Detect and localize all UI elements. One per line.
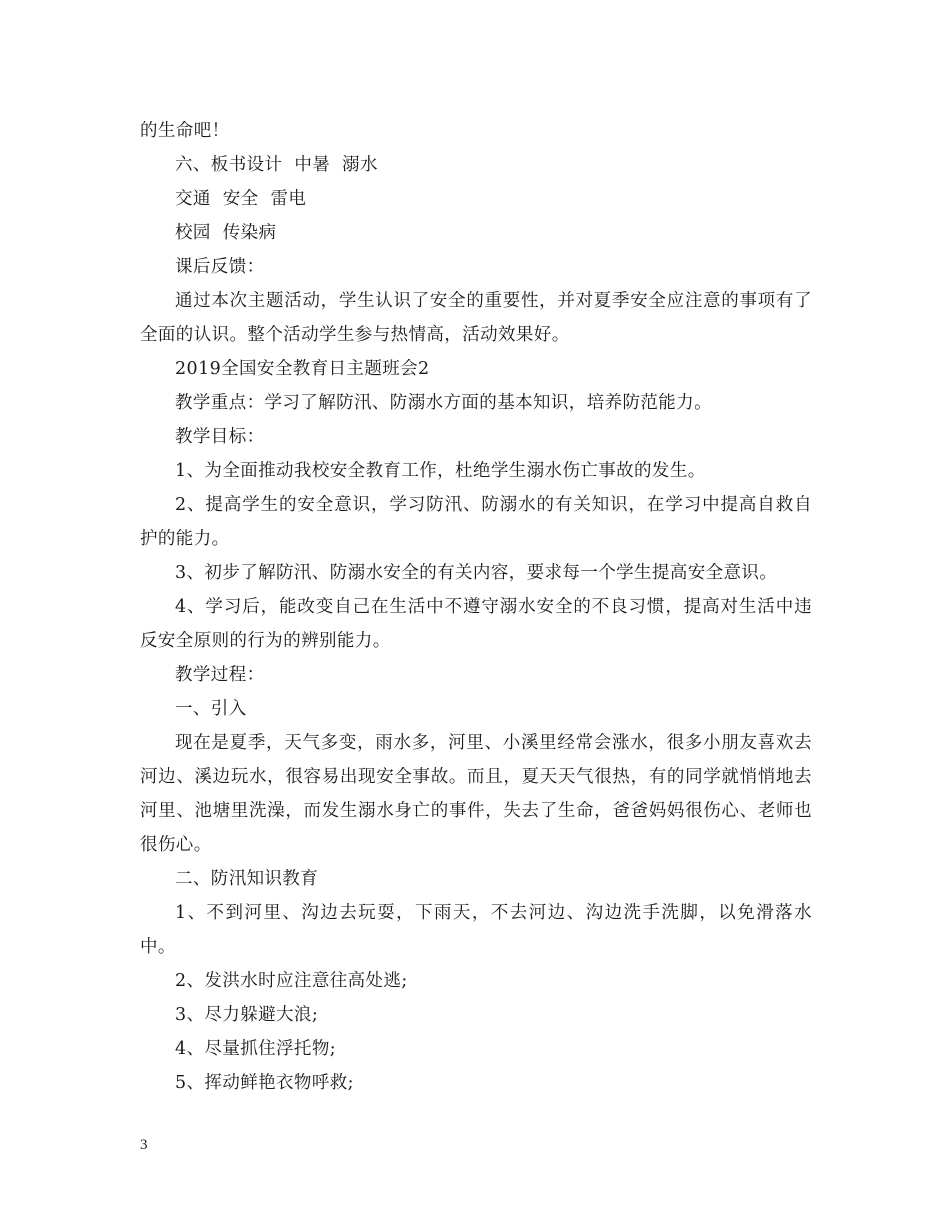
paragraph: 通过本次主题活动，学生认识了安全的重要性，并对夏季安全应注意的事项有了全面的认识。整个活动学生参与热情高，活动效果好。	[140, 291, 812, 345]
paragraph: 交通 安全 雷电	[175, 189, 307, 209]
list-item: 2、提高学生的安全意识，学习防汛、防溺水的有关知识，在学习中提高自救自护的能力。	[140, 495, 812, 549]
list-item: 1、不到河里、沟边去玩耍，下雨天，不去河边、沟边洗手洗脚，以免滑落水中。	[140, 903, 812, 957]
paragraph: 教学过程：	[175, 665, 265, 685]
paragraph: 教学目标：	[175, 427, 265, 447]
paragraph: 的生命吧！	[140, 121, 230, 141]
paragraph: 六、板书设计 中暑 溺水	[175, 155, 378, 175]
list-item: 1、为全面推动我校安全教育工作，杜绝学生溺水伤亡事故的发生。	[175, 461, 706, 481]
list-item: 2、发洪水时应注意往高处逃;	[175, 971, 408, 991]
page-number: 3	[140, 1137, 148, 1153]
document-body	[140, 114, 812, 1100]
section-title: 2019全国安全教育日主题班会2	[175, 359, 430, 379]
paragraph: 课后反馈：	[175, 257, 265, 277]
list-item: 5、挥动鲜艳衣物呼救;	[175, 1073, 354, 1093]
paragraph: 二、防汛知识教育	[175, 869, 319, 889]
list-item: 3、初步了解防汛、防溺水安全的有关内容，要求每一个学生提高安全意识。	[175, 563, 778, 583]
list-item: 3、尽力躲避大浪;	[175, 1005, 319, 1025]
paragraph: 一、引入	[175, 699, 247, 719]
paragraph: 现在是夏季，天气多变，雨水多，河里、小溪里经常会涨水，很多小朋友喜欢去河边、溪边玩水，很容易出现安全事故。而且，夏天天气很热，有的同学就悄悄地去河里、池塘里洗澡，而发生溺水身亡的事件，失去了生命，爸爸妈妈很伤心、老师也很伤心。	[140, 733, 812, 855]
list-item: 4、尽量抓住浮托物;	[175, 1039, 337, 1059]
paragraph: 校园 传染病	[175, 223, 277, 243]
paragraph: 教学重点：学习了解防汛、防溺水方面的基本知识，培养防范能力。	[175, 393, 712, 413]
list-item: 4、学习后，能改变自己在生活中不遵守溺水安全的不良习惯，提高对生活中违反安全原则的行为的辨别能力。	[140, 597, 812, 651]
